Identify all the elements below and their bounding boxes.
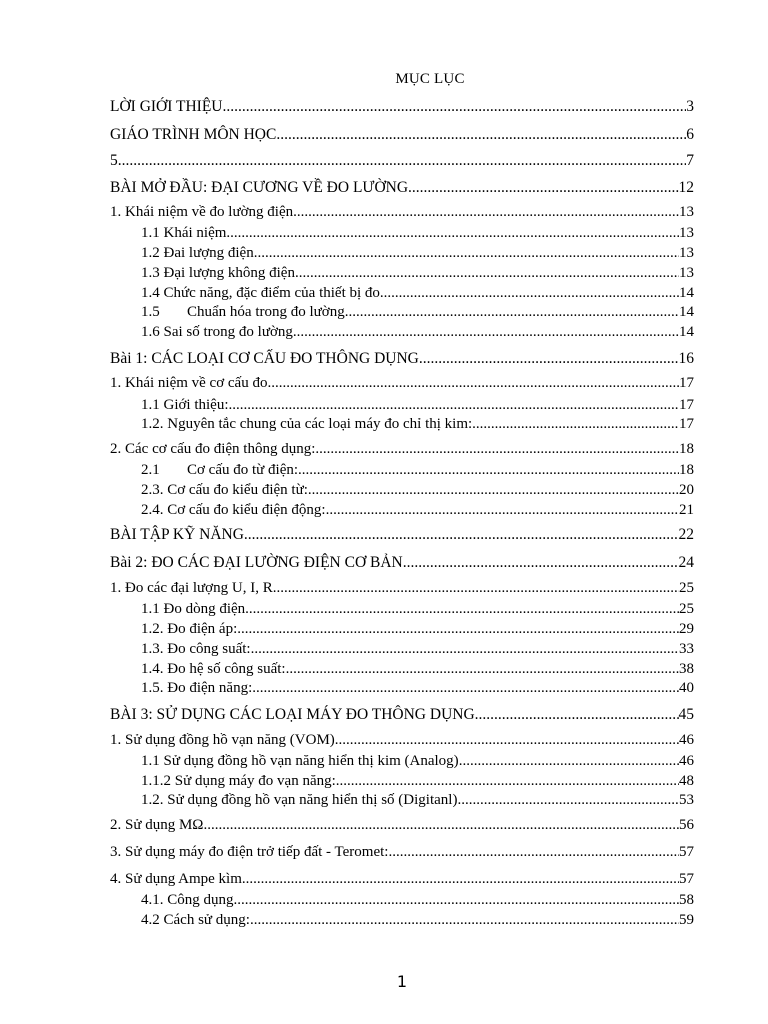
toc-entry-page: 48	[679, 773, 694, 789]
toc-entry-text: Chuẩn hóa trong đo lường	[187, 304, 345, 320]
dot-leader	[298, 462, 679, 479]
toc-entry[interactable]	[141, 462, 694, 479]
dot-leader	[254, 245, 679, 262]
toc-entry-label: 1. Khái niệm về đo lường điện	[110, 204, 294, 220]
toc-entry-page: 13	[679, 245, 694, 261]
dot-leader	[229, 397, 679, 414]
toc-entry-page: 7	[686, 152, 694, 169]
toc-entry-page: 59	[679, 912, 694, 928]
toc-entry-label: 1.1 Khái niệm	[141, 225, 227, 241]
toc-entry-page: 18	[679, 441, 694, 457]
toc-entry[interactable]	[110, 732, 694, 749]
toc-entry-page: 14	[679, 324, 694, 340]
dot-leader	[295, 265, 679, 282]
toc-entry-label: BÀI TẬP KỸ NĂNG	[110, 526, 244, 543]
toc-entry[interactable]	[141, 285, 694, 302]
dot-leader	[273, 580, 679, 597]
toc-entry-label: 3. Sử dụng máy đo điện trở tiếp đất - Teromet:	[110, 844, 389, 860]
dot-leader	[293, 204, 679, 221]
toc-entry[interactable]	[110, 554, 694, 572]
toc-entry-page: 14	[679, 304, 694, 320]
dot-leader	[234, 892, 679, 909]
toc-entry-page: 17	[679, 375, 694, 391]
toc-entry-label: 1.4. Đo hệ số công suất:	[141, 661, 286, 677]
toc-entry[interactable]	[110, 844, 694, 861]
toc-entry-label: 1.2. Đo điện áp:	[141, 621, 238, 637]
toc-entry-label: 1. Khái niệm về cơ cấu đo	[110, 375, 268, 391]
toc-entry-page: 18	[679, 462, 694, 478]
toc-entry-text: Cơ cấu đo từ điện:	[187, 462, 299, 478]
toc-entry[interactable]	[141, 416, 694, 433]
toc-entry[interactable]	[141, 482, 694, 499]
dot-leader	[267, 375, 679, 392]
toc-entry-label: 4. Sử dụng Ampe kìm	[110, 871, 242, 887]
dot-leader	[251, 641, 679, 658]
toc-entry-label: 1.2 Đai lượng điện	[141, 245, 254, 261]
dot-leader	[276, 126, 686, 144]
dot-leader	[118, 152, 687, 170]
toc-entry-page: 14	[679, 285, 694, 301]
toc-entry-label: 1. Sử dụng đồng hồ vạn năng (VOM)	[110, 732, 335, 748]
toc-entry[interactable]	[141, 753, 694, 770]
toc-entry-label: 4.1. Công dụng	[141, 892, 234, 908]
toc-entry-label: Bài 1: CÁC LOẠI CƠ CẤU ĐO THÔNG DỤNG	[110, 350, 419, 367]
toc-entry[interactable]	[141, 641, 694, 658]
dot-leader	[244, 526, 679, 544]
toc-entry-page: 3	[686, 98, 694, 115]
toc-entry[interactable]	[110, 441, 694, 458]
toc-entry-number: 1.5	[141, 304, 160, 320]
toc-entry-page: 17	[679, 397, 694, 413]
toc-entry-label: LỜI GIỚI THIỆU	[110, 98, 223, 115]
toc-entry[interactable]	[141, 680, 694, 697]
toc-entry-label: GIÁO TRÌNH MÔN HỌC	[110, 126, 277, 143]
toc-entry[interactable]	[110, 526, 694, 544]
toc-entry-page: 29	[679, 621, 694, 637]
toc-entry-page: 13	[679, 265, 694, 281]
toc-entry-page: 46	[679, 732, 694, 748]
toc-entry[interactable]	[141, 265, 694, 282]
dot-leader	[419, 350, 679, 368]
toc-entry-label: 2. Sử dụng MΩ	[110, 817, 204, 833]
dot-leader	[459, 753, 679, 770]
toc-entry[interactable]	[110, 179, 694, 197]
toc-title: MỤC LỤC	[395, 71, 465, 87]
toc-entry[interactable]	[141, 245, 694, 262]
toc-entry-label: 1.2. Nguyên tắc chung của các loại máy đo chỉ thị kim:	[141, 416, 473, 432]
dot-leader	[242, 871, 679, 888]
dot-leader	[226, 225, 679, 242]
toc-entry-page: 33	[679, 641, 694, 657]
dot-leader	[250, 912, 679, 929]
toc-entry[interactable]	[110, 871, 694, 888]
toc-entry-page: 57	[679, 871, 694, 887]
toc-entry[interactable]	[110, 375, 694, 392]
toc-entry-page: 6	[686, 126, 694, 143]
toc-entry-label: 1.1 Giới thiệu:	[141, 397, 229, 413]
toc-entry[interactable]	[141, 304, 694, 321]
toc-entry[interactable]	[110, 204, 694, 221]
dot-leader	[315, 441, 679, 458]
dot-leader	[345, 304, 679, 321]
toc-entry-page: 13	[679, 225, 694, 241]
toc-entry-page: 38	[679, 661, 694, 677]
toc-entry-label: 2.3. Cơ cấu đo kiểu điện từ:	[141, 482, 308, 498]
toc-entry-number: 2.1	[141, 462, 160, 478]
toc-entry[interactable]	[141, 892, 694, 909]
toc-entry[interactable]	[141, 773, 694, 790]
toc-entry[interactable]	[110, 98, 694, 116]
toc-entry-label: BÀI 3: SỬ DỤNG CÁC LOẠI MÁY ĐO THÔNG DỤNG	[110, 706, 475, 723]
toc-entry-page: 16	[678, 350, 694, 367]
toc-entry-label: 1.2. Sử dụng đồng hồ vạn năng hiển thị số (Digitanl)	[141, 792, 458, 808]
dot-leader	[308, 482, 679, 499]
toc-entry[interactable]	[110, 152, 694, 170]
toc-entry-page: 25	[679, 601, 694, 617]
toc-entry-page: 21	[679, 502, 694, 518]
toc-entry-page: 57	[679, 844, 694, 860]
toc-entry-label: 1.3 Đại lượng không điện	[141, 265, 295, 281]
dot-leader	[457, 792, 679, 809]
dot-leader	[245, 601, 679, 618]
toc-entry-label: 1.1 Đo dòng điện	[141, 601, 246, 617]
toc-entry-page: 17	[679, 416, 694, 432]
toc-entry[interactable]	[141, 324, 694, 341]
dot-leader	[252, 680, 679, 697]
toc-entry-page: 24	[678, 554, 694, 571]
toc-entry[interactable]	[141, 661, 694, 678]
toc-entry-page: 56	[679, 817, 694, 833]
dot-leader	[380, 285, 679, 302]
toc-entry[interactable]	[110, 580, 694, 597]
dot-leader	[326, 502, 679, 519]
dot-leader	[293, 324, 679, 341]
dot-leader	[388, 844, 679, 861]
dot-leader	[403, 554, 679, 572]
dot-leader	[408, 179, 678, 197]
toc-entry[interactable]	[141, 621, 694, 638]
toc-entry-label: 1. Đo các đại lượng U, I, R	[110, 580, 273, 596]
toc-entry-label: 2. Các cơ cấu đo điện thông dụng:	[110, 441, 316, 457]
dot-leader	[475, 706, 679, 724]
toc-entry-page: 25	[679, 580, 694, 596]
dot-leader	[286, 661, 679, 678]
toc-entry-page: 13	[679, 204, 694, 220]
toc-entry[interactable]	[110, 706, 694, 724]
toc-entry[interactable]	[141, 502, 694, 519]
toc-entry-page: 12	[678, 179, 694, 196]
toc-entry-page: 20	[679, 482, 694, 498]
toc-entry-label	[141, 462, 298, 479]
toc-entry-label: Bài 2: ĐO CÁC ĐẠI LƯỜNG ĐIỆN CƠ BẢN	[110, 554, 403, 571]
toc-entry-page: 45	[678, 706, 694, 723]
dot-leader	[336, 773, 679, 790]
toc-entry-label	[141, 304, 345, 321]
toc-entry[interactable]	[110, 817, 694, 834]
toc-entry-label: 1.6 Sai số trong đo lường	[141, 324, 293, 340]
toc-entry[interactable]	[141, 225, 694, 242]
toc-entry[interactable]	[141, 912, 694, 929]
toc-entry-label: 5	[110, 152, 118, 169]
toc-entry-page: 53	[679, 792, 694, 808]
dot-leader	[335, 732, 679, 749]
toc-entry[interactable]	[110, 350, 694, 368]
toc-entry-label: 1.5. Đo điện năng:	[141, 680, 253, 696]
toc-entry-label: 1.3. Đo công suất:	[141, 641, 251, 657]
toc-entry-page: 40	[679, 680, 694, 696]
dot-leader	[237, 621, 679, 638]
toc-entry-label: 4.2 Cách sử dụng:	[141, 912, 250, 928]
dot-leader	[223, 98, 687, 116]
toc-entry-label: BÀI MỞ ĐẦU: ĐẠI CƯƠNG VỀ ĐO LƯỜNG	[110, 179, 409, 196]
toc-entry-label: 1.1.2 Sử dụng máy đo vạn năng:	[141, 773, 336, 789]
toc-entry-page: 22	[678, 526, 694, 543]
toc-entry[interactable]	[141, 601, 694, 618]
toc-entry-label: 1.4 Chức năng, đặc điểm của thiết bị đo	[141, 285, 380, 301]
dot-leader	[472, 416, 679, 433]
toc-entry-label: 1.1 Sử dụng đồng hồ vạn năng hiển thị kim (Analog)	[141, 753, 459, 769]
toc-entry-page: 46	[679, 753, 694, 769]
page-number: 1	[396, 972, 408, 991]
toc-entry-label: 2.4. Cơ cấu đo kiểu điện động:	[141, 502, 326, 518]
toc-entry[interactable]	[110, 126, 694, 144]
toc-entry[interactable]	[141, 397, 694, 414]
toc-entry-page: 58	[679, 892, 694, 908]
toc-entry[interactable]	[141, 792, 694, 809]
dot-leader	[203, 817, 679, 834]
